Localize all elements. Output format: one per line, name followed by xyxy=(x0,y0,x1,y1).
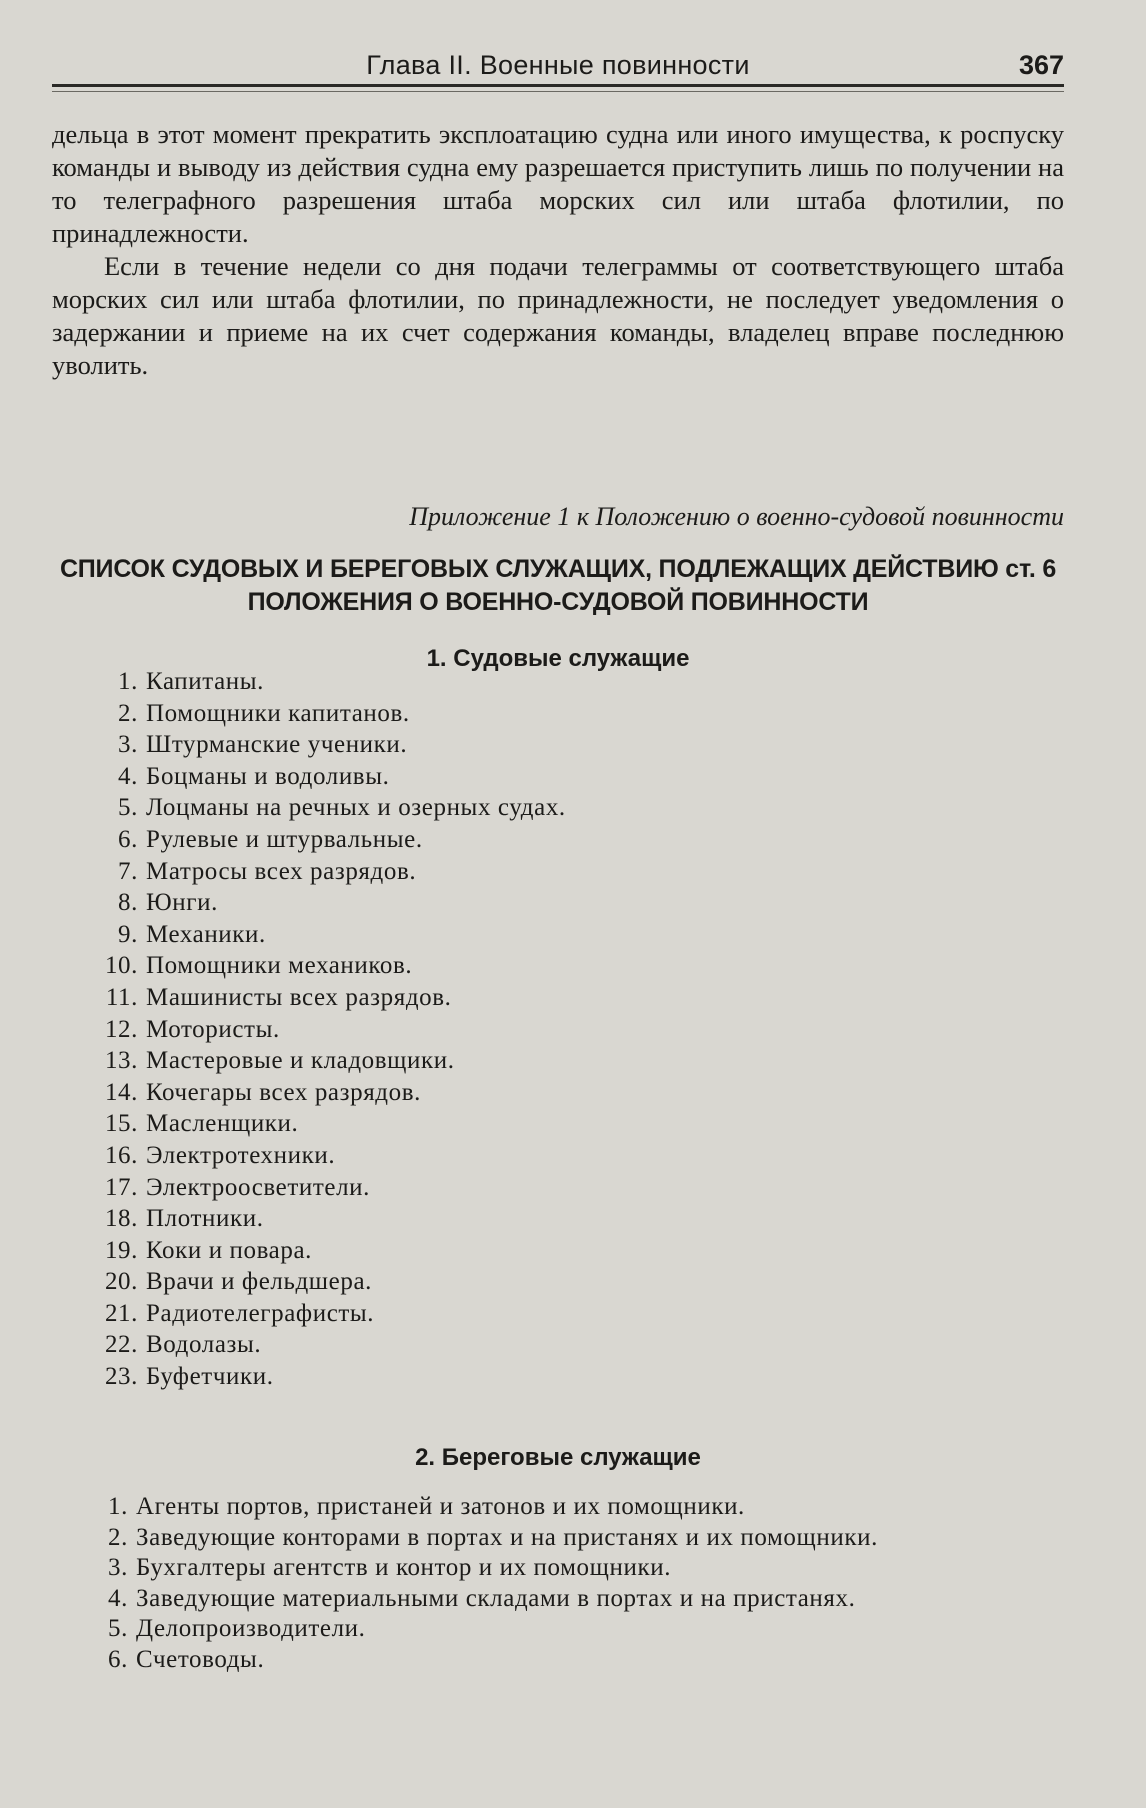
item-text: Бухгалтеры агентств и контор и их помощники. xyxy=(136,1554,672,1581)
item-number: 5. xyxy=(108,1615,128,1642)
list-item xyxy=(88,1584,878,1615)
item-number: 6. xyxy=(108,1645,128,1673)
list-item xyxy=(88,729,566,761)
item-number: 6. xyxy=(118,825,138,853)
item-text: Водолазы. xyxy=(146,1331,262,1359)
list-title xyxy=(52,553,1064,619)
shore-section-heading: 2. Береговые служащие xyxy=(415,1444,701,1471)
item-text: Врачи и фельдшера. xyxy=(146,1268,372,1296)
list-item xyxy=(88,761,566,793)
item-text: Электроосветители. xyxy=(146,1173,370,1201)
list-item xyxy=(88,1645,878,1676)
list-item xyxy=(88,1172,566,1204)
item-text: Плотники. xyxy=(146,1205,264,1233)
list-item xyxy=(88,792,566,824)
item-number: 7. xyxy=(118,857,138,885)
list-item xyxy=(88,1298,566,1330)
item-text: Капитаны. xyxy=(146,668,265,695)
list-item xyxy=(88,919,566,951)
item-number: 11. xyxy=(105,983,138,1011)
item-text: Помощники капитанов. xyxy=(146,699,410,727)
item-number: 4. xyxy=(108,1584,128,1612)
item-text: Юнги. xyxy=(146,889,218,917)
paragraph: Если в течение недели со дня подачи телеграммы от соответствующего штаба морских сил или штаба флотилии, по принадлежности, не последует уведомления о задержании и приеме на их счет содержания команды, владелец вправе последнюю уволить. xyxy=(52,251,1064,380)
list-item xyxy=(88,1077,566,1109)
item-text: Мастеровые и кладовщики. xyxy=(146,1047,455,1075)
item-text: Мотористы. xyxy=(146,1015,280,1043)
list-item xyxy=(88,824,566,856)
list-item xyxy=(88,1014,566,1046)
item-number: 2. xyxy=(118,699,138,727)
item-number: 23. xyxy=(104,1363,138,1391)
item-number: 3. xyxy=(118,731,138,759)
item-number: 14. xyxy=(104,1078,138,1106)
item-number: 5. xyxy=(118,794,138,822)
item-text: Масленщики. xyxy=(146,1110,299,1138)
item-text: Рулевые и штурвальные. xyxy=(146,825,423,853)
item-text: Радиотелеграфисты. xyxy=(146,1299,375,1327)
item-number: 13. xyxy=(104,1047,138,1075)
list-item xyxy=(88,887,566,919)
item-text: Лоцманы на речных и озерных судах. xyxy=(146,794,566,822)
item-number: 21. xyxy=(104,1299,138,1327)
item-number: 8. xyxy=(118,889,138,917)
item-number: 2. xyxy=(108,1523,128,1551)
item-number: 3. xyxy=(108,1554,128,1581)
list-item xyxy=(88,1553,878,1584)
list-item xyxy=(88,698,566,730)
list-item xyxy=(88,1523,878,1554)
list-item xyxy=(88,1140,566,1172)
chapter-title: Глава II. Военные повинности xyxy=(366,50,750,80)
header-rule xyxy=(52,84,1064,87)
list-title-line2: ПОЛОЖЕНИЯ О ВОЕННО-СУДОВОЙ ПОВИННОСТИ xyxy=(247,588,869,616)
item-number: 22. xyxy=(104,1331,138,1359)
item-number: 20. xyxy=(104,1268,138,1296)
item-text: Агенты портов, пристаней и затонов и их помощники. xyxy=(136,1493,745,1520)
page-number: 367 xyxy=(1018,50,1064,80)
main-text xyxy=(52,118,1064,382)
running-header xyxy=(52,50,1064,86)
list-title-line1: СПИСОК СУДОВЫХ И БЕРЕГОВЫХ СЛУЖАЩИХ, ПОДЛЕЖАЩИХ ДЕЙСТВИЮ ст. 6 xyxy=(59,555,1057,583)
item-text: Буфетчики. xyxy=(146,1363,274,1391)
item-number: 4. xyxy=(118,762,138,790)
item-text: Делопроизводители. xyxy=(136,1615,366,1642)
item-number: 10. xyxy=(104,952,138,980)
header-rule-thin xyxy=(52,91,1064,92)
list-item xyxy=(88,1235,566,1267)
list-item xyxy=(88,982,566,1014)
item-number: 16. xyxy=(104,1141,138,1169)
list-item xyxy=(88,1108,566,1140)
list-item xyxy=(88,1329,566,1361)
item-number: 17. xyxy=(104,1173,138,1201)
item-text: Кочегары всех разрядов. xyxy=(146,1078,421,1106)
item-text: Машинисты всех разрядов. xyxy=(146,983,452,1011)
item-text: Коки и повара. xyxy=(146,1236,313,1264)
item-text: Помощники механиков. xyxy=(146,952,413,980)
item-number: 19. xyxy=(104,1236,138,1264)
list-item xyxy=(88,1361,566,1393)
list-item xyxy=(88,950,566,982)
list-item xyxy=(88,856,566,888)
appendix-heading: Приложение 1 к Положению о военно-судовой повинности xyxy=(409,502,1064,531)
item-number: 1. xyxy=(118,668,138,695)
shore-employees-list xyxy=(88,1492,878,1675)
item-number: 12. xyxy=(104,1015,138,1043)
list-item xyxy=(88,666,566,698)
item-number: 15. xyxy=(104,1110,138,1138)
item-text: Заведующие материальными складами в портах и на пристанях. xyxy=(136,1584,856,1612)
item-text: Механики. xyxy=(146,920,266,948)
list-item xyxy=(88,1492,878,1523)
list-item xyxy=(88,1203,566,1235)
item-text: Электротехники. xyxy=(146,1141,336,1169)
list-item xyxy=(88,1045,566,1077)
item-text: Боцманы и водоливы. xyxy=(146,762,390,790)
item-number: 18. xyxy=(104,1205,138,1233)
item-text: Счетоводы. xyxy=(136,1645,265,1673)
ship-section-heading: 1. Судовые служащие xyxy=(426,645,690,672)
item-number: 9. xyxy=(118,920,138,948)
item-text: Матросы всех разрядов. xyxy=(146,857,417,885)
list-item xyxy=(88,1266,566,1298)
item-text: Штурманские ученики. xyxy=(146,731,408,759)
ship-employees-list xyxy=(88,666,566,1393)
list-item xyxy=(88,1614,878,1645)
item-text: Заведующие конторами в портах и на пристанях и их помощники. xyxy=(136,1523,878,1551)
continued-paragraph: дельца в этот момент прекратить эксплоатацию судна или иного имущества, к роспуску команды и выводу из действия судна ему разрешается приступить лишь по получении на то телеграфного разрешения штаба морских сил или штаба флотилии, по принадлежности. xyxy=(52,119,1064,248)
item-number: 1. xyxy=(108,1493,128,1520)
